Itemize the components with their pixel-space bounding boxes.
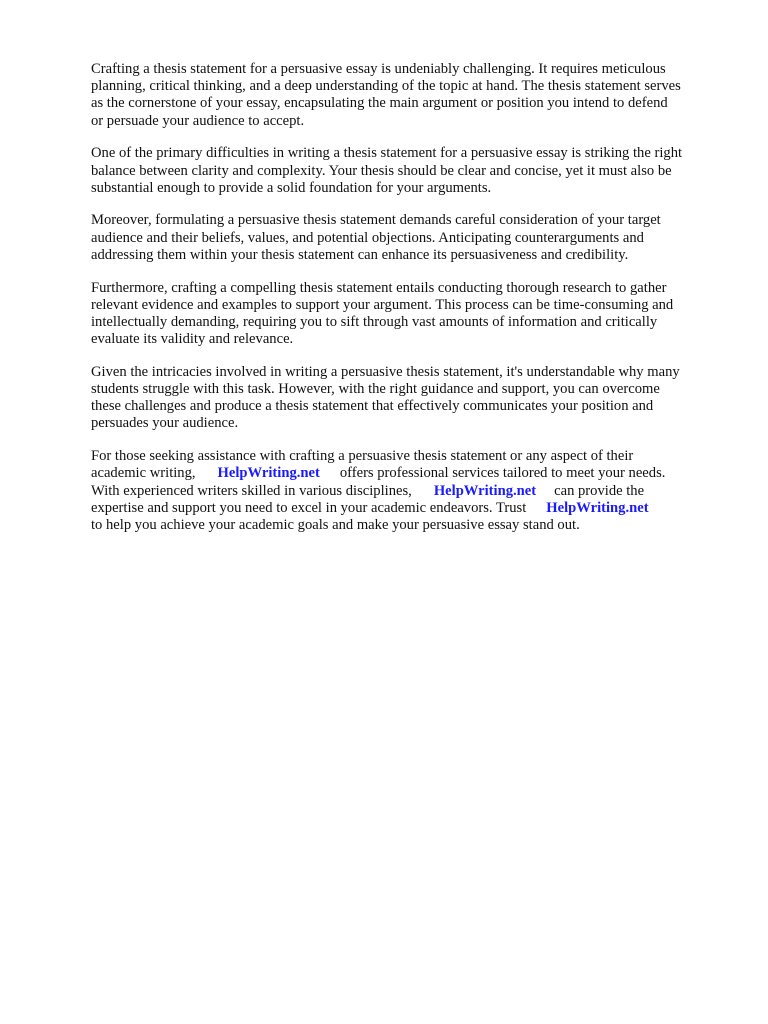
paragraph-text: expertise and support you need to excel in your academic endeavors. Trust (91, 499, 527, 516)
paragraph-line: or persuade your audience to accept. (91, 112, 305, 129)
paragraph-line: Crafting a thesis statement for a persuasive essay is undeniably challenging. It requires meticulous (91, 61, 666, 77)
paragraph-line: to help you achieve your academic goals and make your persuasive essay stand out. (91, 516, 580, 533)
paragraph-line: students struggle with this task. However, with the right guidance and support, you can overcome (91, 381, 660, 398)
helpwriting-link-1[interactable]: HelpWriting.net (217, 465, 320, 482)
paragraph-line: evaluate its validity and relevance. (91, 331, 294, 348)
paragraph-line: persuades your audience. (91, 415, 239, 432)
paragraph-audience (91, 212, 731, 264)
paragraph-text: can provide the (554, 482, 645, 499)
paragraph-difficulties (91, 145, 731, 197)
paragraph-line: relevant evidence and examples to support your argument. This process can be time-consuming and (91, 296, 674, 313)
paragraph-line: For those seeking assistance with crafting a persuasive thesis statement or any aspect of their (91, 448, 634, 465)
helpwriting-link-2[interactable]: HelpWriting.net (433, 482, 537, 499)
paragraph-struggle (91, 364, 731, 433)
helpwriting-link-3[interactable]: HelpWriting.net (546, 499, 649, 516)
paragraph-line: balance between clarity and complexity. Your thesis should be clear and concise, yet it must also be (91, 162, 672, 179)
paragraph-text: academic writing, (91, 465, 196, 482)
paragraph-line: substantial enough to provide a solid foundation for your arguments. (91, 179, 492, 196)
paragraph-line (91, 500, 731, 517)
paragraph-line: Moreover, formulating a persuasive thesis statement demands careful consideration of your target (91, 212, 661, 229)
paragraph-line: addressing them within your thesis statement can enhance its persuasiveness and credibility. (91, 246, 629, 263)
paragraph-line: Given the intricacies involved in writing a persuasive thesis statement, it's understandable why many (91, 363, 680, 380)
paragraph-line: One of the primary difficulties in writing a thesis statement for a persuasive essay is striking the right (91, 145, 683, 162)
paragraph-line (91, 483, 731, 500)
paragraph-line: audience and their beliefs, values, and potential objections. Anticipating counterarguments and (91, 229, 644, 246)
paragraph-research (91, 280, 731, 349)
paragraph-line: Furthermore, crafting a compelling thesis statement entails conducting thorough research to gather (91, 279, 667, 296)
paragraph-text: offers professional services tailored to meet your needs. (339, 465, 666, 482)
paragraph-assistance (91, 448, 731, 534)
paragraph-line (91, 465, 731, 482)
paragraph-line: intellectually demanding, requiring you to sift through vast amounts of information and critically (91, 313, 658, 330)
document-body (91, 61, 731, 550)
paragraph-intro (91, 61, 731, 130)
paragraph-line: planning, critical thinking, and a deep understanding of the topic at hand. The thesis statement serves (91, 78, 681, 95)
paragraph-line: these challenges and produce a thesis statement that effectively communicates your position and (91, 398, 654, 415)
paragraph-line: as the cornerstone of your essay, encapsulating the main argument or position you intend to defend (91, 95, 668, 112)
paragraph-text: With experienced writers skilled in various disciplines, (91, 482, 412, 499)
